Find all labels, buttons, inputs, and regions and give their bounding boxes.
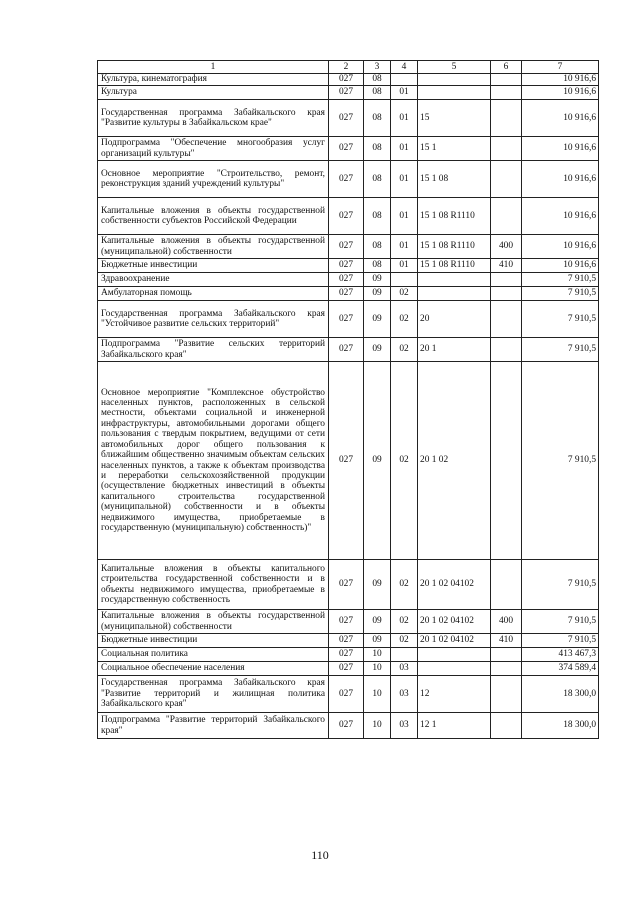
- budget-table: [97, 60, 599, 739]
- ministry-code: 027: [329, 610, 364, 634]
- amount: 7 910,5: [522, 338, 599, 362]
- expense-type-code: [491, 662, 522, 676]
- target-item-code: [418, 273, 491, 287]
- ministry-code: 027: [329, 137, 364, 161]
- expense-type-code: [491, 676, 522, 713]
- ministry-code: 027: [329, 259, 364, 273]
- ministry-code: 027: [329, 100, 364, 137]
- item-name: Капитальные вложения в объекты государственной (муниципальной) собственности: [98, 235, 329, 259]
- table-row: [98, 86, 599, 100]
- table-row: [98, 648, 599, 662]
- section-code: 09: [364, 301, 391, 338]
- expense-type-code: [491, 137, 522, 161]
- ministry-code: 027: [329, 338, 364, 362]
- amount: 10 916,6: [522, 74, 599, 86]
- table-row: [98, 235, 599, 259]
- amount: 7 910,5: [522, 634, 599, 648]
- table-row: [98, 634, 599, 648]
- page-number: 110: [311, 848, 329, 862]
- ministry-code: 027: [329, 362, 364, 560]
- subsection-code: 03: [391, 662, 418, 676]
- expense-type-code: [491, 86, 522, 100]
- section-code: 08: [364, 100, 391, 137]
- column-header: 2: [329, 61, 364, 74]
- expense-type-code: [491, 560, 522, 610]
- target-item-code: [418, 648, 491, 662]
- amount: 10 916,6: [522, 137, 599, 161]
- subsection-code: 02: [391, 634, 418, 648]
- table-row: [98, 287, 599, 301]
- amount: 413 467,3: [522, 648, 599, 662]
- target-item-code: 12: [418, 676, 491, 713]
- item-name: Социальная политика: [98, 648, 329, 662]
- expense-type-code: 410: [491, 259, 522, 273]
- section-code: 10: [364, 676, 391, 713]
- amount: 7 910,5: [522, 287, 599, 301]
- amount: 7 910,5: [522, 301, 599, 338]
- table-row: [98, 161, 599, 198]
- section-code: 09: [364, 273, 391, 287]
- item-name: Государственная программа Забайкальского края "Устойчивое развитие сельских территорий": [98, 301, 329, 338]
- amount: 10 916,6: [522, 161, 599, 198]
- expense-type-code: [491, 273, 522, 287]
- target-item-code: 15 1 08 R1110: [418, 259, 491, 273]
- expense-type-code: [491, 100, 522, 137]
- target-item-code: [418, 74, 491, 86]
- target-item-code: 15 1 08: [418, 161, 491, 198]
- ministry-code: 027: [329, 235, 364, 259]
- table-row: [98, 137, 599, 161]
- table-row: [98, 713, 599, 739]
- ministry-code: 027: [329, 662, 364, 676]
- item-name: Государственная программа Забайкальского края "Развитие культуры в Забайкальском крае": [98, 100, 329, 137]
- subsection-code: 01: [391, 235, 418, 259]
- target-item-code: 12 1: [418, 713, 491, 739]
- expense-type-code: 410: [491, 634, 522, 648]
- subsection-code: [391, 273, 418, 287]
- column-number-row: [98, 61, 599, 74]
- ministry-code: 027: [329, 198, 364, 235]
- amount: 10 916,6: [522, 86, 599, 100]
- target-item-code: 20 1 02: [418, 362, 491, 560]
- expense-type-code: 400: [491, 235, 522, 259]
- ministry-code: 027: [329, 648, 364, 662]
- target-item-code: 20: [418, 301, 491, 338]
- subsection-code: 02: [391, 301, 418, 338]
- table-row: [98, 362, 599, 560]
- table-row: [98, 676, 599, 713]
- ministry-code: 027: [329, 273, 364, 287]
- item-name: Капитальные вложения в объекты капитального строительства государственной собственности и в объекты недвижимого имущества, приобретаемые в государственную собственность: [98, 560, 329, 610]
- section-code: 08: [364, 86, 391, 100]
- expense-type-code: [491, 338, 522, 362]
- item-name: Государственная программа Забайкальского края "Развитие территорий и жилищная политика Забайкальского края": [98, 676, 329, 713]
- target-item-code: 20 1 02 04102: [418, 560, 491, 610]
- item-name: Культура: [98, 86, 329, 100]
- subsection-code: 02: [391, 287, 418, 301]
- table-body: [98, 74, 599, 739]
- column-header: 3: [364, 61, 391, 74]
- table-row: [98, 560, 599, 610]
- target-item-code: [418, 662, 491, 676]
- subsection-code: 01: [391, 100, 418, 137]
- table-row: [98, 662, 599, 676]
- section-code: 09: [364, 634, 391, 648]
- amount: 10 916,6: [522, 235, 599, 259]
- target-item-code: 15 1 08 R1110: [418, 198, 491, 235]
- item-name: Капитальные вложения в объекты государственной (муниципальной) собственности: [98, 610, 329, 634]
- section-code: 08: [364, 74, 391, 86]
- expense-type-code: 400: [491, 610, 522, 634]
- section-code: 10: [364, 713, 391, 739]
- ministry-code: 027: [329, 713, 364, 739]
- ministry-code: 027: [329, 287, 364, 301]
- section-code: 09: [364, 362, 391, 560]
- table-row: [98, 301, 599, 338]
- amount: 7 910,5: [522, 560, 599, 610]
- table-row: [98, 610, 599, 634]
- item-name: Бюджетные инвестиции: [98, 634, 329, 648]
- item-name: Амбулаторная помощь: [98, 287, 329, 301]
- expense-type-code: [491, 362, 522, 560]
- subsection-code: [391, 648, 418, 662]
- section-code: 09: [364, 287, 391, 301]
- subsection-code: 01: [391, 86, 418, 100]
- amount: 7 910,5: [522, 610, 599, 634]
- expense-type-code: [491, 161, 522, 198]
- section-code: 09: [364, 560, 391, 610]
- table-row: [98, 273, 599, 287]
- section-code: 08: [364, 259, 391, 273]
- amount: 18 300,0: [522, 676, 599, 713]
- ministry-code: 027: [329, 161, 364, 198]
- section-code: 08: [364, 198, 391, 235]
- expense-type-code: [491, 287, 522, 301]
- expense-type-code: [491, 74, 522, 86]
- column-header: 6: [491, 61, 522, 74]
- ministry-code: 027: [329, 301, 364, 338]
- item-name: Основное мероприятие "Строительство, ремонт, реконструкция зданий учреждений культуры": [98, 161, 329, 198]
- target-item-code: 20 1: [418, 338, 491, 362]
- section-code: 10: [364, 648, 391, 662]
- target-item-code: 20 1 02 04102: [418, 634, 491, 648]
- amount: 7 910,5: [522, 273, 599, 287]
- item-name: Бюджетные инвестиции: [98, 259, 329, 273]
- section-code: 08: [364, 161, 391, 198]
- column-header: 1: [98, 61, 329, 74]
- target-item-code: 15: [418, 100, 491, 137]
- table-row: [98, 74, 599, 86]
- item-name: Основное мероприятие "Комплексное обустройство населенных пунктов, расположенных в сельской местности, объектами социальной и инженерной инфраструктуры, автомобильными дорогами общего пользования с твердым покрытием, ведущими от сети автомобильных дорог общего пользования к ближайшим общественно значимым объектам сельских населенных пунктов, а также к объектам производства и переработки сельскохозяйственной продукции (осуществление бюджетных инвестиций в объекты капитального строительства государственной (муниципальной) собственности и в объекты недвижимого имущества, приобретаемые в государственную (муниципальную) собственность)": [98, 362, 329, 560]
- expense-type-code: [491, 648, 522, 662]
- target-item-code: [418, 287, 491, 301]
- section-code: 08: [364, 235, 391, 259]
- item-name: Социальное обеспечение населения: [98, 662, 329, 676]
- column-header: 5: [418, 61, 491, 74]
- item-name: Капитальные вложения в объекты государственной собственности субъектов Российской Федерации: [98, 198, 329, 235]
- amount: 10 916,6: [522, 259, 599, 273]
- subsection-code: 02: [391, 560, 418, 610]
- subsection-code: 03: [391, 713, 418, 739]
- ministry-code: 027: [329, 560, 364, 610]
- column-header: 7: [522, 61, 599, 74]
- section-code: 09: [364, 338, 391, 362]
- subsection-code: 01: [391, 137, 418, 161]
- subsection-code: 03: [391, 676, 418, 713]
- amount: 7 910,5: [522, 362, 599, 560]
- expense-type-code: [491, 301, 522, 338]
- subsection-code: 02: [391, 338, 418, 362]
- amount: 374 589,4: [522, 662, 599, 676]
- table-row: [98, 259, 599, 273]
- item-name: Подпрограмма "Развитие территорий Забайкальского края": [98, 713, 329, 739]
- subsection-code: 01: [391, 161, 418, 198]
- table-row: [98, 338, 599, 362]
- item-name: Подпрограмма "Обеспечение многообразия услуг организаций культуры": [98, 137, 329, 161]
- ministry-code: 027: [329, 74, 364, 86]
- expense-type-code: [491, 198, 522, 235]
- subsection-code: 02: [391, 362, 418, 560]
- item-name: Культура, кинематография: [98, 74, 329, 86]
- expense-type-code: [491, 713, 522, 739]
- amount: 10 916,6: [522, 198, 599, 235]
- subsection-code: 01: [391, 198, 418, 235]
- target-item-code: 15 1: [418, 137, 491, 161]
- section-code: 08: [364, 137, 391, 161]
- target-item-code: 20 1 02 04102: [418, 610, 491, 634]
- subsection-code: 02: [391, 610, 418, 634]
- item-name: Подпрограмма "Развитие сельских территорий Забайкальского края": [98, 338, 329, 362]
- subsection-code: [391, 74, 418, 86]
- table-row: [98, 198, 599, 235]
- column-header: 4: [391, 61, 418, 74]
- item-name: Здравоохранение: [98, 273, 329, 287]
- target-item-code: 15 1 08 R1110: [418, 235, 491, 259]
- target-item-code: [418, 86, 491, 100]
- amount: 18 300,0: [522, 713, 599, 739]
- ministry-code: 027: [329, 676, 364, 713]
- amount: 10 916,6: [522, 100, 599, 137]
- ministry-code: 027: [329, 86, 364, 100]
- table-row: [98, 100, 599, 137]
- section-code: 09: [364, 610, 391, 634]
- ministry-code: 027: [329, 634, 364, 648]
- section-code: 10: [364, 662, 391, 676]
- subsection-code: 01: [391, 259, 418, 273]
